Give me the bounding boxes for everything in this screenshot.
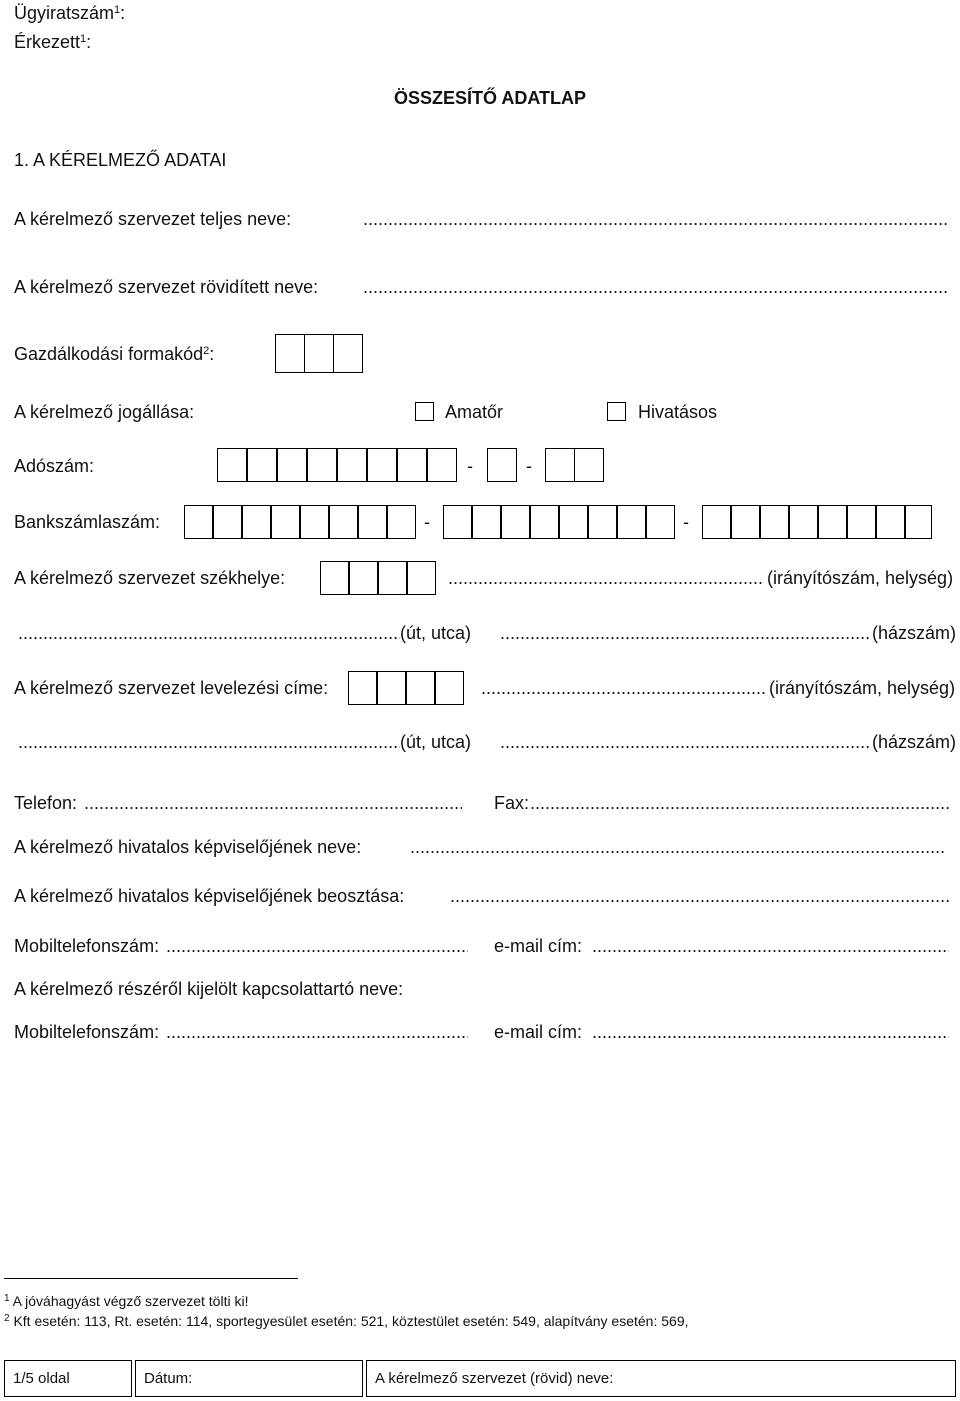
footnote-2: $^2$ Kft esetén: 113, Rt. esetén: 114, sportegyesület esetén: 521, köztestület esetén: 549, alapítvány esetén: 569, bbox=[4, 1313, 689, 1329]
ugyiratszam-label: Ügyiratszám$^1$: bbox=[14, 3, 126, 23]
erkezett-label: Érkezett$^1$: bbox=[14, 32, 92, 52]
full-name-label: A kérelmező szervezet teljes neve: bbox=[14, 209, 292, 229]
adoszam-box[interactable] bbox=[545, 448, 575, 482]
adoszam-box[interactable] bbox=[307, 448, 337, 482]
fax-label: Fax: bbox=[494, 793, 530, 813]
adoszam-box[interactable] bbox=[337, 448, 367, 482]
levelezesi-irsz-box[interactable] bbox=[406, 671, 435, 705]
bank-box[interactable] bbox=[646, 505, 675, 539]
adoszam-box[interactable] bbox=[397, 448, 427, 482]
hazszam-hint: (házszám) bbox=[872, 732, 957, 752]
levelezesi-irsz-box[interactable] bbox=[348, 671, 377, 705]
footnote-1: $^1$ A jóváhagyást végző szervezet tölti ki! bbox=[4, 1293, 249, 1309]
adoszam-box[interactable] bbox=[427, 448, 457, 482]
ut-utca-hint: (út, utca) bbox=[400, 623, 472, 643]
formakod-box[interactable] bbox=[304, 334, 334, 373]
bank-box[interactable] bbox=[588, 505, 617, 539]
bank-box[interactable] bbox=[702, 505, 731, 539]
adoszam-dash: - bbox=[467, 456, 473, 476]
bank-box[interactable] bbox=[300, 505, 329, 539]
bank-box[interactable] bbox=[443, 505, 472, 539]
levelezesi-irsz-box[interactable] bbox=[377, 671, 406, 705]
bank-box[interactable] bbox=[184, 505, 213, 539]
amator-label: Amatőr bbox=[445, 402, 504, 422]
irsz-helyseg-hint: (irányítószám, helység) bbox=[767, 568, 954, 588]
kepviselo-nev-field[interactable] bbox=[410, 836, 946, 858]
footnote-divider bbox=[4, 1278, 298, 1279]
hivatasos-label: Hivatásos bbox=[638, 402, 718, 422]
gazd-formakod-label: Gazdálkodási formakód$^2$: bbox=[14, 344, 215, 364]
bank-box[interactable] bbox=[617, 505, 646, 539]
footer-szervezet-nev[interactable]: A kérelmező szervezet (rövid) neve: bbox=[366, 1360, 956, 1397]
bank-box[interactable] bbox=[530, 505, 559, 539]
adoszam-box[interactable] bbox=[367, 448, 397, 482]
adoszam-dash: - bbox=[526, 456, 532, 476]
kepviselo-nev-label: A kérelmező hivatalos képviselőjének neve: bbox=[14, 837, 362, 857]
bank-box[interactable] bbox=[387, 505, 416, 539]
formakod-box[interactable] bbox=[333, 334, 363, 373]
kepviselo-beosztas-field[interactable] bbox=[450, 885, 949, 907]
szekhely-helyseg-field[interactable] bbox=[448, 567, 764, 589]
ut-utca-hint: (út, utca) bbox=[400, 732, 472, 752]
email-label: e-mail cím: bbox=[494, 936, 583, 956]
irsz-helyseg-hint: (irányítószám, helység) bbox=[769, 678, 956, 698]
szekhely-hazszam-field[interactable] bbox=[500, 622, 870, 644]
bank-box[interactable] bbox=[271, 505, 300, 539]
bank-box[interactable] bbox=[559, 505, 588, 539]
page-title: ÖSSZESÍTŐ ADATLAP bbox=[394, 88, 587, 108]
mobil-label: Mobiltelefonszám: bbox=[14, 936, 160, 956]
hivatasos-checkbox[interactable] bbox=[607, 402, 626, 421]
kapcs-mobil-field[interactable] bbox=[166, 1021, 468, 1043]
bank-box[interactable] bbox=[731, 505, 760, 539]
adoszam-box[interactable] bbox=[247, 448, 277, 482]
adoszam-label: Adószám: bbox=[14, 456, 95, 476]
bank-box[interactable] bbox=[472, 505, 501, 539]
section-heading: 1. A KÉRELMEZŐ ADATAI bbox=[14, 150, 227, 170]
szekhely-label: A kérelmező szervezet székhelye: bbox=[14, 568, 286, 588]
bank-box[interactable] bbox=[789, 505, 818, 539]
szekhely-irsz-box[interactable] bbox=[378, 561, 407, 595]
short-name-field[interactable] bbox=[363, 276, 949, 298]
adoszam-box[interactable] bbox=[487, 448, 517, 482]
levelezesi-utca-field[interactable] bbox=[18, 731, 400, 753]
short-name-label: A kérelmező szervezet rövidített neve: bbox=[14, 277, 319, 297]
bank-dash: - bbox=[683, 512, 689, 532]
bank-box[interactable] bbox=[242, 505, 271, 539]
telefon-field[interactable] bbox=[84, 792, 462, 814]
fax-field[interactable] bbox=[530, 792, 949, 814]
bank-box[interactable] bbox=[905, 505, 932, 539]
kepviselo-beosztas-label: A kérelmező hivatalos képviselőjének beosztása: bbox=[14, 886, 405, 906]
bank-box[interactable] bbox=[876, 505, 905, 539]
bank-box[interactable] bbox=[329, 505, 358, 539]
email-field[interactable] bbox=[592, 935, 949, 957]
kapcsolattarto-label: A kérelmező részéről kijelölt kapcsolattartó neve: bbox=[14, 979, 404, 999]
kapcs-mobil-label: Mobiltelefonszám: bbox=[14, 1022, 160, 1042]
szekhely-irsz-box[interactable] bbox=[349, 561, 378, 595]
amator-checkbox[interactable] bbox=[415, 402, 434, 421]
footer-datum[interactable]: Dátum: bbox=[135, 1360, 363, 1397]
levelezesi-hazszam-field[interactable] bbox=[500, 731, 870, 753]
szekhely-irsz-box[interactable] bbox=[407, 561, 436, 595]
footer-page: 1/5 oldal bbox=[4, 1360, 132, 1397]
bank-box[interactable] bbox=[847, 505, 876, 539]
hazszam-hint: (házszám) bbox=[872, 623, 957, 643]
szekhely-utca-field[interactable] bbox=[18, 622, 400, 644]
bank-dash: - bbox=[424, 512, 430, 532]
bankszamla-label: Bankszámlaszám: bbox=[14, 512, 161, 532]
bank-box[interactable] bbox=[501, 505, 530, 539]
adoszam-box[interactable] bbox=[277, 448, 307, 482]
bank-box[interactable] bbox=[358, 505, 387, 539]
adoszam-box[interactable] bbox=[574, 448, 604, 482]
levelezesi-irsz-box[interactable] bbox=[435, 671, 464, 705]
mobil-field[interactable] bbox=[166, 935, 468, 957]
jogallas-label: A kérelmező jogállása: bbox=[14, 402, 195, 422]
szekhely-irsz-box[interactable] bbox=[320, 561, 349, 595]
bank-box[interactable] bbox=[818, 505, 847, 539]
kapcs-email-field[interactable] bbox=[592, 1021, 949, 1043]
full-name-field[interactable] bbox=[363, 208, 949, 230]
kapcs-email-label: e-mail cím: bbox=[494, 1022, 583, 1042]
levelezesi-label: A kérelmező szervezet levelezési címe: bbox=[14, 678, 329, 698]
bank-box[interactable] bbox=[760, 505, 789, 539]
levelezesi-helyseg-field[interactable] bbox=[481, 677, 767, 699]
telefon-label: Telefon: bbox=[14, 793, 78, 813]
bank-box[interactable] bbox=[213, 505, 242, 539]
formakod-box[interactable] bbox=[275, 334, 305, 373]
adoszam-box[interactable] bbox=[217, 448, 247, 482]
